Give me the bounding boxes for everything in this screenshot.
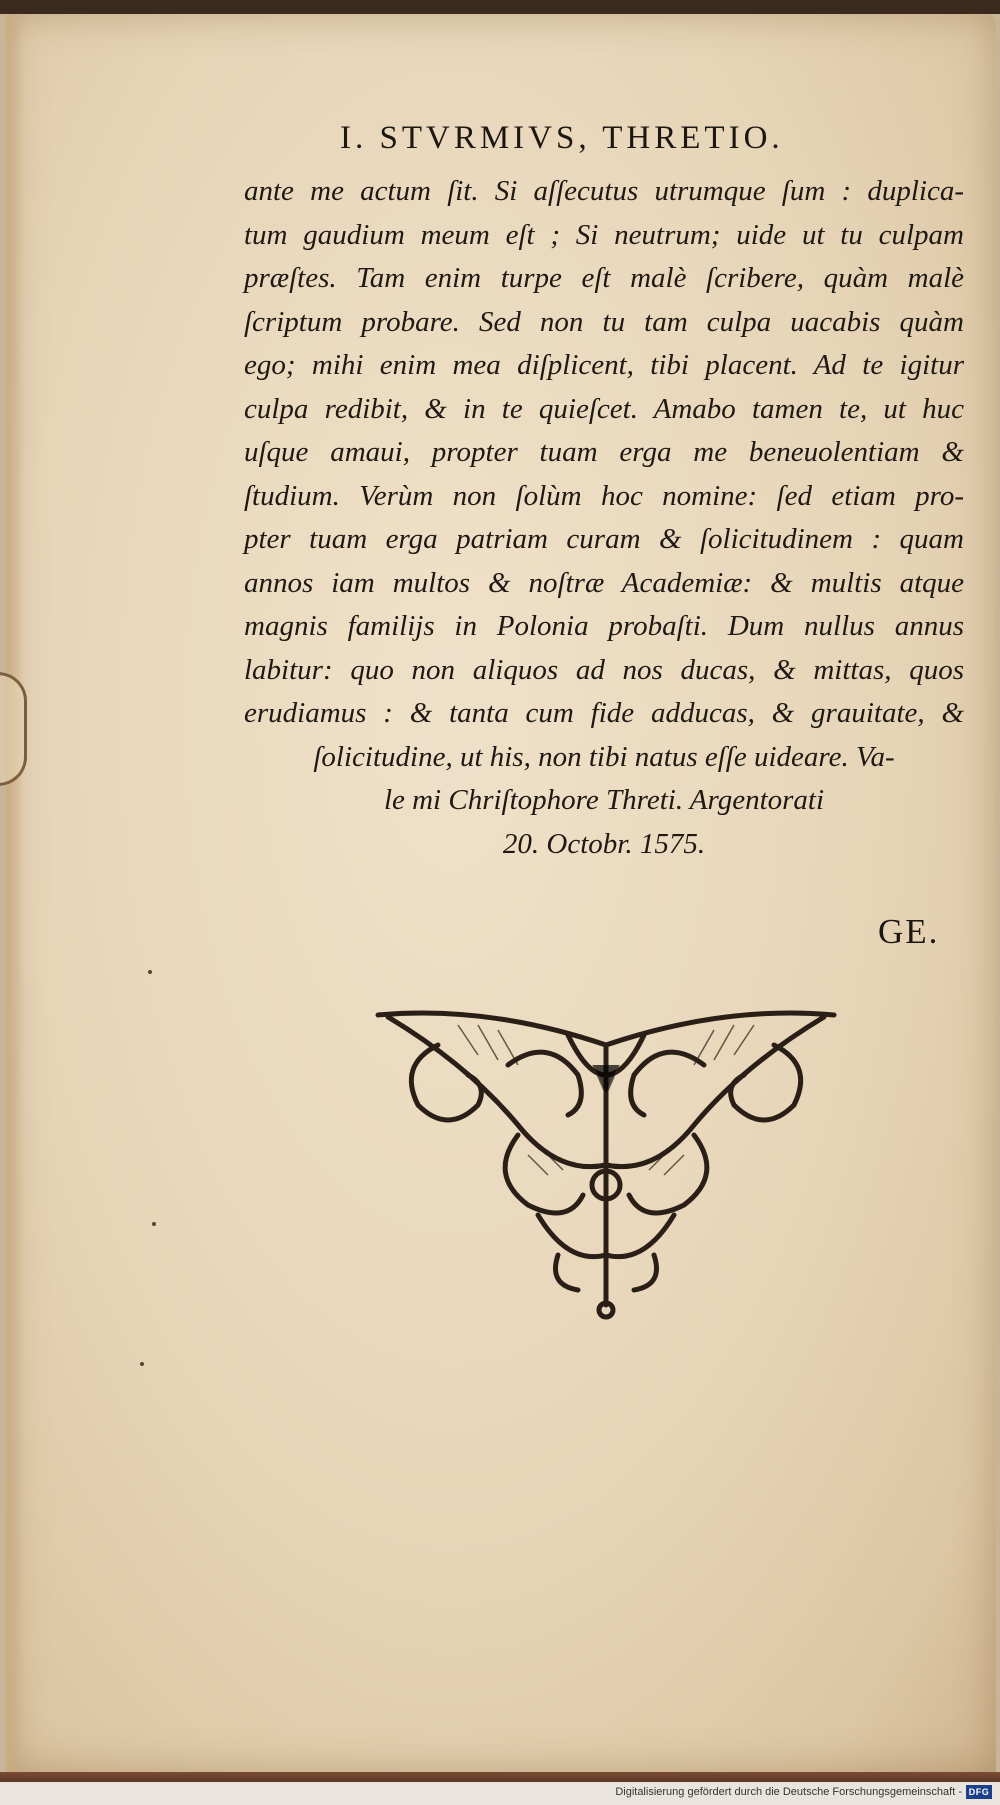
text-line: annos iam multos & noſtræ Academiæ: & multis atque bbox=[244, 566, 964, 599]
paper-speck bbox=[140, 1362, 144, 1366]
text-line: tum gaudium meum eſt ; Si neutrum; uide ut tu culpam bbox=[244, 218, 964, 251]
digitization-credit: Digitalisierung gefördert durch die Deutsche Forschungsgemeinschaft - bbox=[615, 1786, 962, 1798]
letter-body bbox=[244, 170, 964, 866]
closing-date: 20. Octobr. 1575. bbox=[502, 827, 706, 860]
text-line: magnis familijs in Polonia probaſti. Dum nullus annus bbox=[244, 610, 964, 642]
paper-speck bbox=[148, 970, 152, 974]
catchword: GE. bbox=[878, 912, 940, 951]
closing-line: le mi Chriſtophore Threti. Argentorati bbox=[383, 784, 825, 816]
text-line: ſcriptum probare. Sed non tu tam culpa uacabis quàm bbox=[244, 305, 964, 338]
text-line: ante me actum ſit. Si aſſecutus utrumque ſum : duplica- bbox=[244, 175, 964, 207]
text-line: labitur: quo non aliquos ad nos ducas, & mittas, quos bbox=[244, 653, 964, 686]
text-line: culpa redibit, & in te quieſcet. Amabo tamen te, ut huc bbox=[244, 392, 964, 425]
text-line: ſtudium. Verùm non ſolùm hoc nomine: ſed etiam pro- bbox=[244, 479, 964, 512]
text-line: pter tuam erga patriam curam & ſolicitudinem : quam bbox=[244, 523, 964, 555]
closing-line: ſolicitudine, ut his, non tibi natus eſſe uideare. Va- bbox=[313, 740, 895, 773]
page-clip-mark bbox=[0, 672, 27, 786]
text-line: præſtes. Tam enim turpe eſt malè ſcribere, quàm malè bbox=[244, 262, 964, 294]
page-edge-shadow bbox=[6, 14, 24, 1772]
fleuron-ornament-icon bbox=[368, 1005, 844, 1321]
paper-speck bbox=[152, 1222, 156, 1226]
text-line: ego; mihi enim mea diſplicent, tibi placent. Ad te igitur bbox=[244, 349, 964, 381]
text-line: uſque amaui, propter tuam erga me beneuolentiam & bbox=[244, 436, 964, 468]
text-line: erudiamus : & tanta cum fide adducas, & grauitate, & bbox=[244, 697, 964, 729]
running-head: I. STVRMIVS, THRETIO. bbox=[340, 120, 784, 156]
dfg-logo: DFG bbox=[966, 1785, 992, 1799]
